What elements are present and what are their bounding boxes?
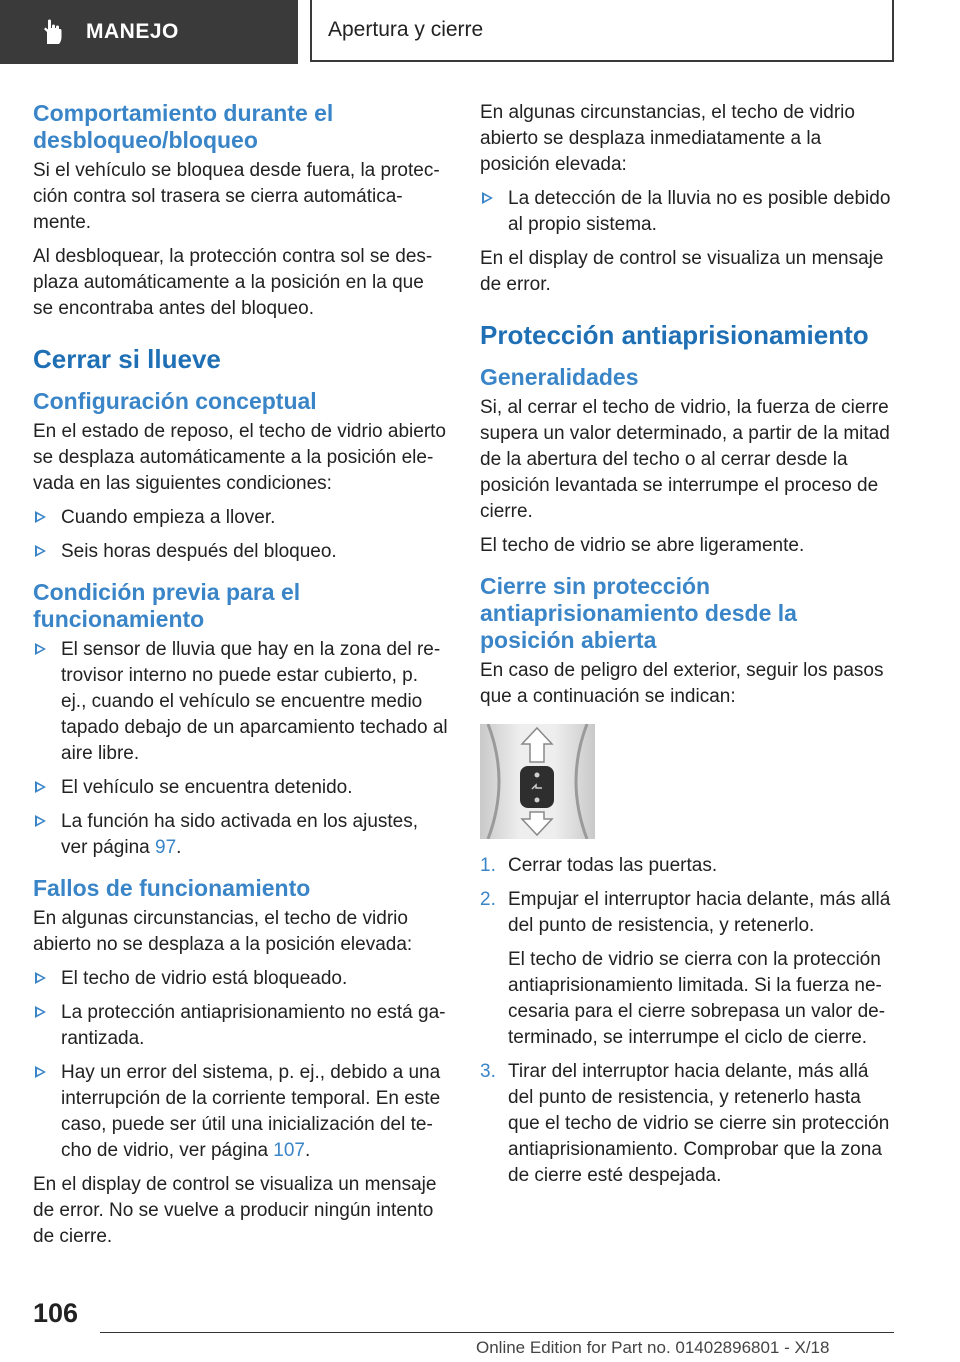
- page-number: 106: [33, 1298, 79, 1328]
- list-item: La función ha sido activada en los ajustes, ver página 97.: [33, 809, 448, 861]
- bullet-triangle-icon: [35, 781, 46, 793]
- right-column: [480, 100, 894, 1197]
- bullet-triangle-icon: [35, 643, 46, 655]
- heading-proteccion: Protección antiaprisionamiento: [480, 320, 869, 350]
- list-item: Seis horas después del bloqueo.: [33, 539, 448, 565]
- paragraph: En el display de control se visualiza un mensaje de error. No se vuelve a producir ningún intento de cierre.: [33, 1174, 437, 1247]
- heading-fallos: Fallos de funcionamiento: [33, 875, 311, 901]
- step-number: 3.: [480, 1061, 496, 1082]
- list-item: Cuando empieza a llover.: [33, 505, 448, 531]
- step-number: 2.: [480, 889, 496, 910]
- step-number: 1.: [480, 855, 496, 876]
- step-item: 2. Empujar el interruptor hacia delante, más allá del punto de resistencia, y retenerlo. El techo de vidrio se cierra con la protección antiaprisionamiento limitada. Si la fuerza necesaria para el cierre sobrepasa un valor determinado, se interrumpe el ciclo de cierre.: [480, 887, 894, 1051]
- list-item: El vehículo se encuentra detenido.: [33, 775, 448, 801]
- list-item: Hay un error del sistema, p. ej., debido a una interrupción de la corriente temporal. En este caso, puede ser útil una inicialización del techo de vidrio, ver página 107.: [33, 1060, 448, 1164]
- steps-list: [480, 853, 894, 1189]
- bullet-triangle-icon: [482, 192, 493, 204]
- bullet-triangle-icon: [35, 1066, 46, 1078]
- chapter-tab: [0, 0, 298, 64]
- heading-cerrar-si-llueve: Cerrar si llueve: [33, 344, 221, 374]
- footer-divider: [100, 1332, 894, 1333]
- heading-comportamiento: Comportamiento durante el desbloqueo/bloqueo: [33, 100, 334, 153]
- list-item: El techo de vidrio está bloqueado.: [33, 966, 448, 992]
- list-item: La protección antiaprisionamiento no está garantizada.: [33, 1000, 448, 1052]
- bullet-triangle-icon: [35, 545, 46, 557]
- step-note: El techo de vidrio se cierra con la protección antiaprisionamiento limitada. Si la fuerza necesaria para el cierre sobrepasa un valor determinado, se interrumpe el ciclo de cierre.: [508, 949, 886, 1048]
- bullet-triangle-icon: [35, 972, 46, 984]
- section-tab: [310, 0, 894, 62]
- bullet-list: [33, 637, 448, 861]
- bullet-list: [480, 186, 894, 238]
- step-item: 3. Tirar del interruptor hacia delante, más allá del punto de resistencia, y retenerlo hasta que el techo de vidrio se cierre sin protección antiaprisionamiento. Comprobar que la zona de cierre esté despejada.: [480, 1061, 890, 1186]
- left-column: [33, 100, 448, 1258]
- list-item: El sensor de lluvia que hay en la zona del retrovisor interno no puede estar cubierto, p. ej., cuando el vehículo se encuentre medio tapado debajo de un aparcamiento techado al aire libre.: [33, 637, 448, 767]
- bullet-list: [33, 505, 448, 565]
- step-item: 1. Cerrar todas las puertas.: [480, 853, 894, 879]
- paragraph: Si el vehículo se bloquea desde fuera, la protección contra sol trasera se cierra automáticamente.: [33, 160, 440, 233]
- bullet-list: [33, 966, 448, 1164]
- section-title: Apertura y cierre: [328, 18, 484, 41]
- bullet-triangle-icon: [35, 511, 46, 523]
- page-link-107[interactable]: 107: [273, 1140, 305, 1161]
- heading-generalidades: Generalidades: [480, 364, 639, 390]
- paragraph: Al desbloquear, la protección contra sol se desplaza automáticamente a la posición en la que se encontraba antes del bloqueo.: [33, 246, 433, 319]
- list-item: La detección de la lluvia no es posible debido al propio sistema.: [480, 186, 894, 238]
- paragraph: En algunas circunstancias, el techo de vidrio abierto no se desplaza a la posición elevada:: [33, 908, 413, 955]
- paragraph: En el estado de reposo, el techo de vidrio abierto se desplaza automáticamente a la posición elevada en las siguientes condiciones:: [33, 421, 446, 494]
- paragraph: El techo de vidrio se abre ligeramente.: [480, 535, 805, 556]
- roof-switch-icon: [480, 724, 595, 839]
- paragraph: En el display de control se visualiza un mensaje de error.: [480, 248, 884, 295]
- bullet-triangle-icon: [35, 815, 46, 827]
- steering-hand-icon: [38, 17, 68, 47]
- paragraph: Si, al cerrar el techo de vidrio, la fuerza de cierre supera un valor determinado, a partir de la mitad de la abertura del techo o al cerrar desde la posición levantada se interrumpe el proceso de cierre.: [480, 397, 890, 522]
- page-link-97[interactable]: 97: [155, 837, 177, 858]
- heading-configuracion: Configuración conceptual: [33, 388, 317, 414]
- paragraph: En algunas circunstancias, el techo de vidrio abierto se desplaza inmediatamente a la posición elevada:: [480, 102, 855, 175]
- paragraph: En caso de peligro del exterior, seguir los pasos que a continuación se indican:: [480, 660, 884, 707]
- bullet-triangle-icon: [35, 1006, 46, 1018]
- heading-condicion: Condición previa para el funcionamiento: [33, 579, 301, 632]
- roof-switch-image: [480, 724, 595, 839]
- footer-edition: Online Edition for Part no. 01402896801 - X/18: [476, 1338, 830, 1357]
- chapter-title: MANEJO: [86, 20, 179, 43]
- heading-cierre-sin-proteccion: Cierre sin protección antiaprisionamiento desde la posición abierta: [480, 573, 797, 653]
